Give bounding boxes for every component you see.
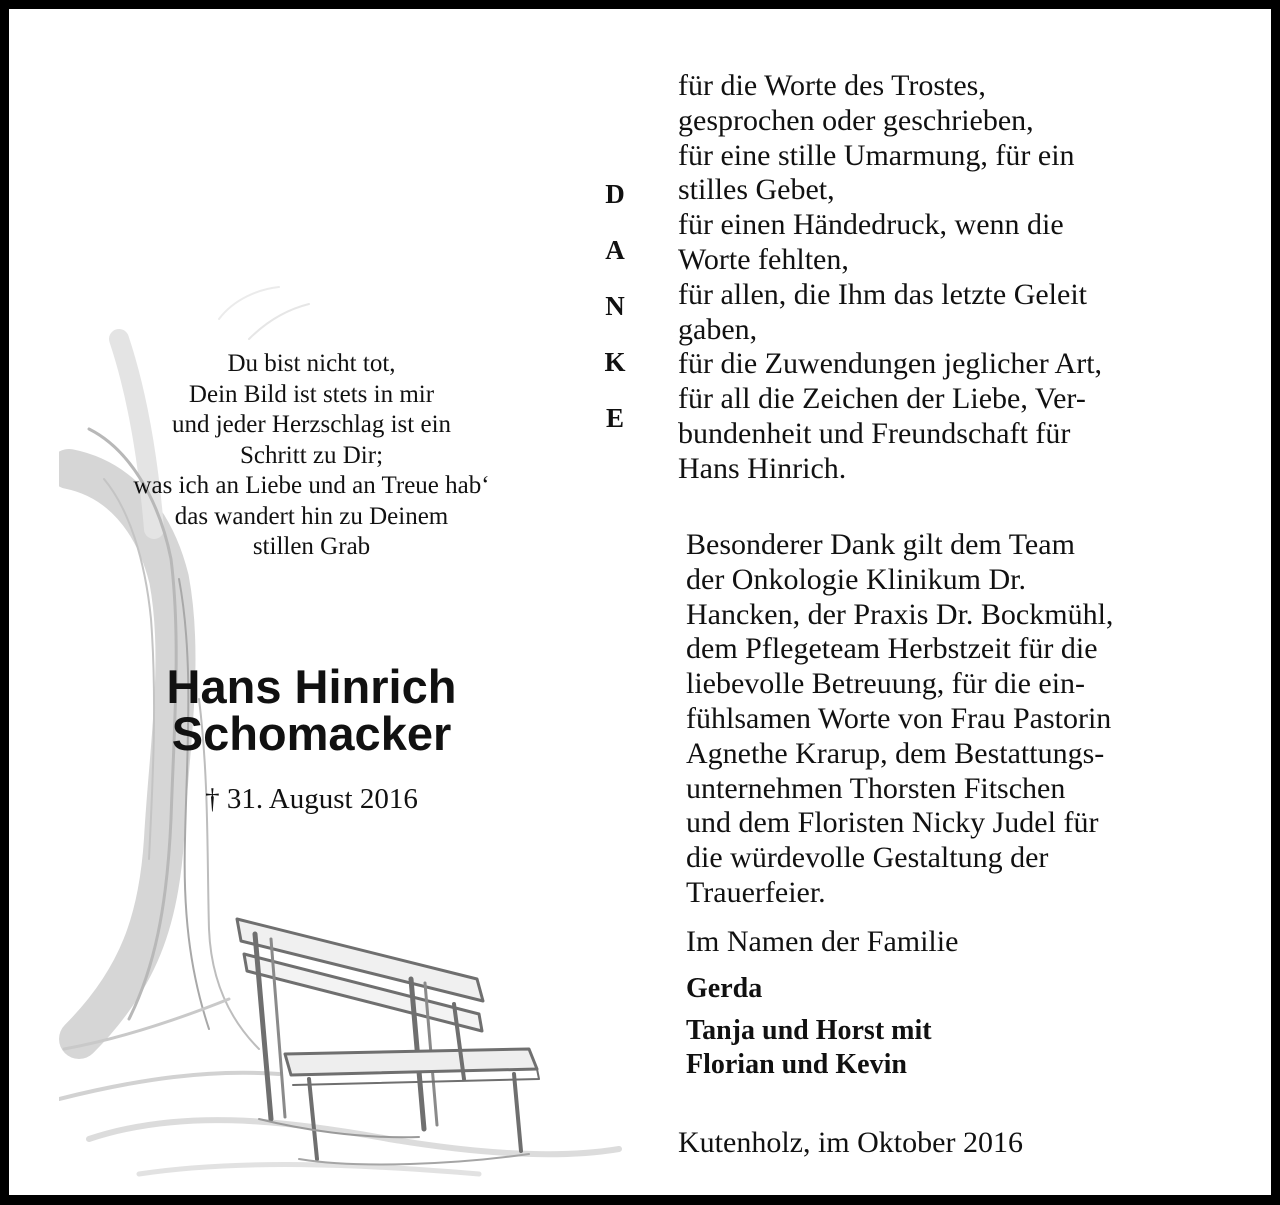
danke-vertical-heading bbox=[594, 175, 636, 455]
poem-line: Du bist nicht tot, bbox=[227, 350, 396, 377]
special-thanks-line: unternehmen Thorsten Fitschen bbox=[686, 771, 1066, 805]
thanks-line: stilles Gebet, bbox=[678, 173, 835, 207]
bench-sketch bbox=[237, 919, 539, 1164]
thanks-text bbox=[678, 69, 1102, 487]
danke-letter: N bbox=[605, 291, 625, 321]
special-thanks-line: der Onkologie Klinikum Dr. bbox=[686, 562, 1026, 596]
thanks-line: für eine stille Umarmung, für ein bbox=[678, 138, 1075, 172]
poem-line: stillen Grab bbox=[252, 533, 371, 560]
thanks-line: Worte fehlten, bbox=[678, 242, 849, 276]
deceased-name bbox=[69, 660, 554, 760]
thanks-line: bundenheit und Freundschaft für bbox=[678, 416, 1071, 450]
special-thanks-line: dem Pflegeteam Herbstzeit für die bbox=[686, 632, 1098, 666]
signature-line: Florian und Kevin bbox=[686, 1049, 907, 1080]
poem-line: und jeder Herzschlag ist ein bbox=[171, 411, 452, 438]
special-thanks-line: liebevolle Betreuung, für die ein- bbox=[686, 667, 1086, 701]
deceased-first-name: Hans Hinrich bbox=[166, 660, 457, 713]
poem-line: Schritt zu Dir; bbox=[239, 441, 384, 469]
poem-line: Dein Bild ist stets in mir bbox=[188, 380, 435, 408]
thanks-line: gesprochen oder geschrieben, bbox=[678, 103, 1034, 137]
special-thanks-line: und dem Floristen Nicky Judel für bbox=[686, 806, 1099, 840]
special-thanks-text bbox=[686, 528, 1113, 911]
poem-line: was ich an Liebe und an Treue hab‘ bbox=[133, 472, 490, 499]
place-date: Kutenholz, im Oktober 2016 bbox=[678, 1126, 1023, 1159]
thanks-line: für einen Händedruck, wenn die bbox=[678, 208, 1064, 242]
danke-letter: A bbox=[605, 235, 625, 265]
danke-letter: E bbox=[605, 403, 624, 433]
danke-letter: D bbox=[605, 179, 625, 209]
thanks-line: für die Zuwendungen jeglicher Art, bbox=[678, 347, 1103, 381]
signature-gerda: Gerda bbox=[686, 973, 763, 1004]
poem-line: das wandert hin zu Deinem bbox=[174, 502, 449, 530]
signature-line: Tanja und Horst mit bbox=[686, 1015, 932, 1046]
special-thanks-line: Agnethe Krarup, dem Bestattungs- bbox=[686, 736, 1105, 770]
thanks-line: für allen, die Ihm das letzte Geleit bbox=[678, 277, 1087, 311]
thanks-line: Hans Hinrich. bbox=[678, 451, 847, 485]
special-thanks-line: die würdevolle Gestaltung der bbox=[686, 841, 1049, 875]
danke-letter: K bbox=[604, 347, 626, 377]
thanks-line: gaben, bbox=[678, 312, 758, 346]
family-signature-block bbox=[686, 925, 958, 1082]
thanks-line: für all die Zeichen der Liebe, Ver- bbox=[678, 382, 1086, 416]
thanks-line: für die Worte des Trostes, bbox=[678, 69, 986, 102]
death-date: † 31. August 2016 bbox=[205, 783, 418, 815]
special-thanks-line: Besonderer Dank gilt dem Team bbox=[686, 528, 1075, 561]
special-thanks-line: Trauerfeier. bbox=[686, 875, 826, 909]
special-thanks-line: fühlsamen Worte von Frau Pastorin bbox=[686, 701, 1112, 735]
memorial-poem bbox=[69, 349, 554, 563]
special-thanks-line: Hancken, der Praxis Dr. Bockmühl, bbox=[686, 597, 1114, 631]
deceased-last-name: Schomacker bbox=[171, 707, 452, 760]
family-intro: Im Namen der Familie bbox=[686, 925, 959, 958]
